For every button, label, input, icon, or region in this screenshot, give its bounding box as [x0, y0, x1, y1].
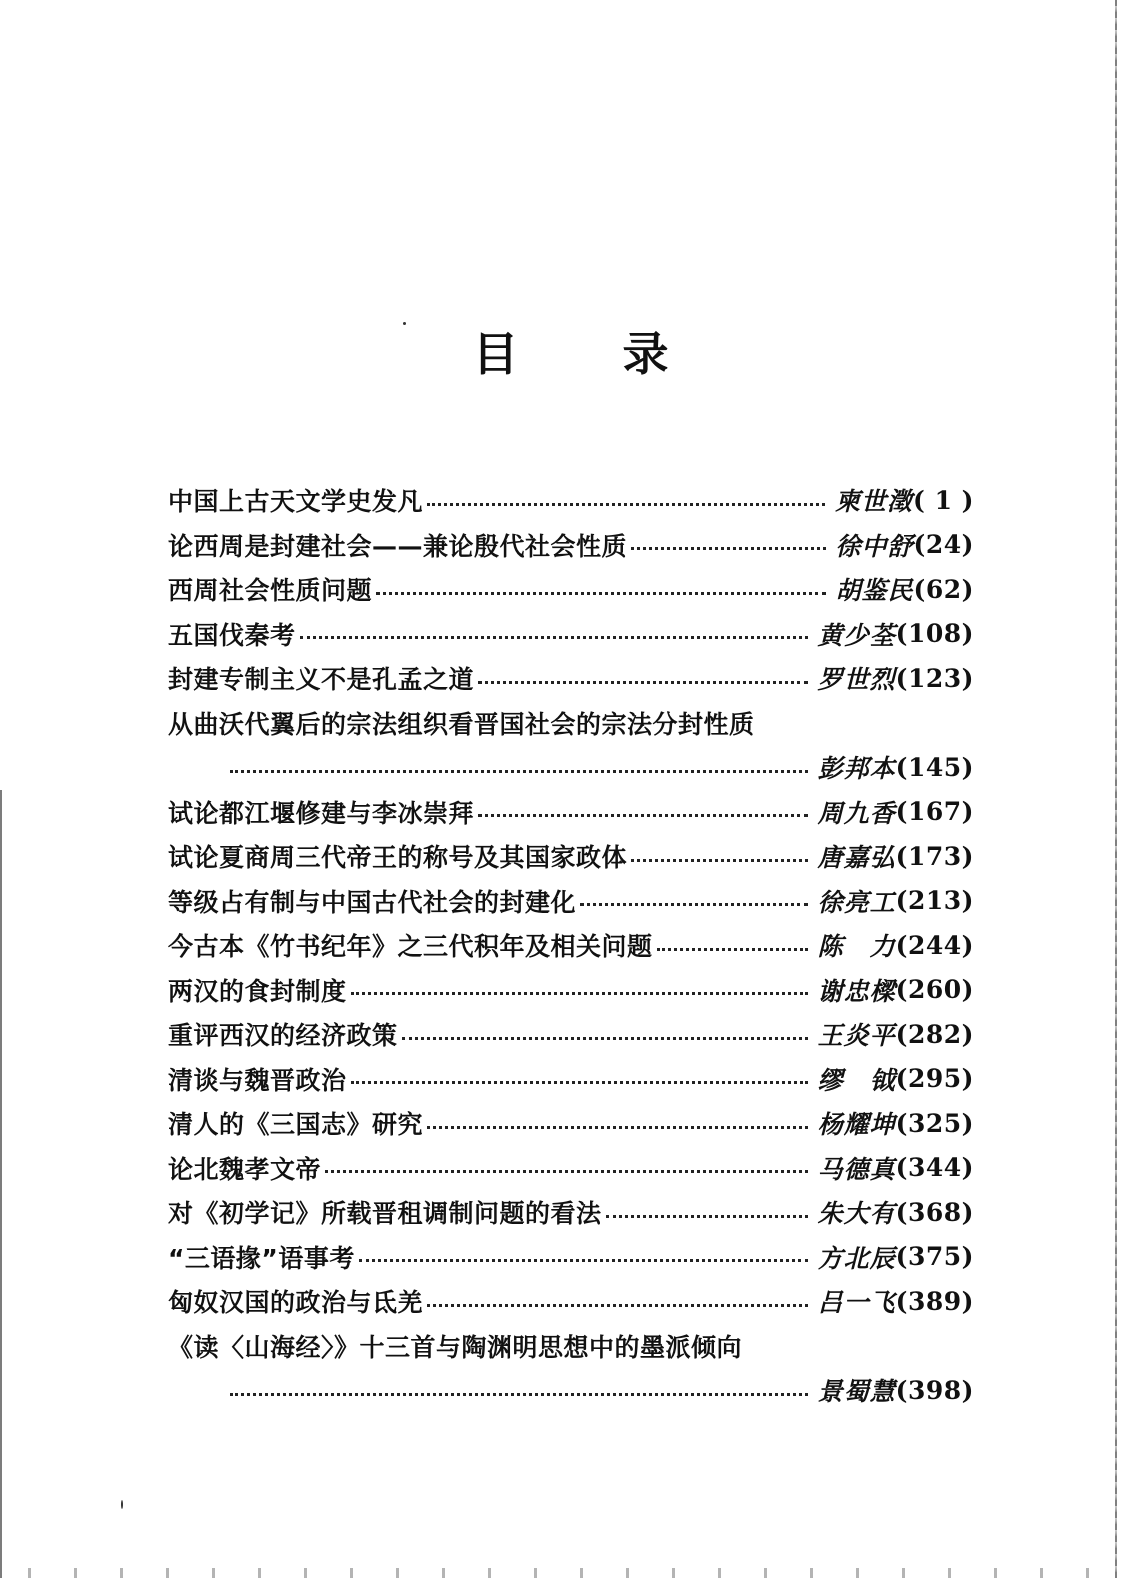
toc-entry-title: 五国伐秦考 [168, 620, 296, 650]
toc-leader-dots [478, 814, 808, 817]
toc-entry-author: 王炎平 [817, 1021, 896, 1051]
toc-entry-page: (167) [895, 797, 974, 827]
toc-entry [168, 1057, 974, 1102]
toc-entry-page: (62) [913, 574, 974, 604]
toc-entry-author: 黄少荃 [817, 620, 896, 650]
toc-entry-page: (244) [895, 930, 974, 960]
toc-entry [168, 790, 974, 835]
toc-entry-author: 马德真 [817, 1154, 896, 1184]
toc-entry [168, 612, 974, 657]
toc-entry [168, 879, 974, 924]
toc-entry-page: (368) [895, 1197, 974, 1227]
toc-leader-dots [230, 770, 808, 773]
toc-entry-title: “三语掾”语事考 [168, 1243, 355, 1273]
toc-entry-page: (325) [895, 1108, 974, 1138]
toc-entry-page: ( 1 ) [913, 485, 974, 515]
toc-leader-dots [230, 1393, 808, 1396]
toc-leader-dots [351, 1081, 808, 1084]
toc-entry-title: 清谈与魏晋政治 [168, 1065, 347, 1095]
toc-entry-title: 两汉的食封制度 [168, 976, 347, 1006]
toc-entry [168, 478, 974, 523]
toc-entry-page: (375) [895, 1242, 974, 1272]
toc-entry-page: (24) [913, 530, 974, 560]
toc-entry-author: 罗世烈 [817, 665, 896, 695]
toc-entry-title: 清人的《三国志》研究 [168, 1110, 424, 1140]
toc-leader-dots [427, 1126, 808, 1129]
toc-entry-continuation [168, 1368, 974, 1413]
toc-entry-page: (295) [895, 1064, 974, 1094]
toc-leader-dots [325, 1170, 808, 1173]
toc-entry-title: 中国上古天文学史发凡 [168, 487, 424, 517]
toc-entry-author: 陈 力 [817, 932, 896, 962]
toc-leader-dots [580, 903, 808, 906]
toc-entry [168, 923, 974, 968]
toc-leader-dots [631, 859, 808, 862]
toc-entry-author: 周九香 [817, 798, 896, 828]
toc-entry-author: 杨耀坤 [817, 1110, 896, 1140]
toc-entry-title: 今古本《竹书纪年》之三代积年及相关问题 [168, 932, 653, 962]
toc-entry-title: 论西周是封建社会——兼论殷代社会性质 [168, 531, 628, 561]
toc-entry [168, 656, 974, 701]
toc-entry-title: 试论都江堰修建与李冰崇拜 [168, 798, 475, 828]
toc-entry [168, 1146, 974, 1191]
toc-entry-title: 试论夏商周三代帝王的称号及其国家政体 [168, 843, 628, 873]
toc-entry-page: (145) [895, 752, 974, 782]
scan-speck [121, 1500, 123, 1509]
toc-entry-page: (213) [895, 886, 974, 916]
toc-entry [168, 968, 974, 1013]
toc-entry-page: (108) [895, 619, 974, 649]
table-of-contents [168, 478, 974, 1413]
toc-entry [168, 1012, 974, 1057]
toc-leader-dots [359, 1259, 808, 1262]
toc-entry-author: 胡鉴民 [835, 576, 914, 606]
toc-entry-author: 谢忠樑 [817, 976, 896, 1006]
toc-entry-author: 唐嘉弘 [817, 843, 896, 873]
page-edge-left [0, 790, 2, 1578]
toc-leader-dots [657, 948, 808, 951]
toc-entry-title: 等级占有制与中国古代社会的封建化 [168, 887, 577, 917]
toc-entry-author: 徐亮工 [817, 887, 896, 917]
toc-entry-author: 缪 钺 [817, 1065, 896, 1095]
toc-entry-title-line [168, 701, 974, 746]
scan-noise-bottom [0, 1568, 1131, 1578]
toc-entry-title-line [168, 1324, 974, 1369]
page-title-char: 录 [622, 327, 669, 381]
toc-entry-title: 重评西汉的经济政策 [168, 1021, 398, 1051]
toc-entry-continuation [168, 745, 974, 790]
toc-entry [168, 834, 974, 879]
page-title-char: 目 [472, 327, 519, 381]
toc-entry [168, 523, 974, 568]
toc-entry-author: 柬世澂 [835, 487, 914, 517]
toc-entry-title: 封建专制主义不是孔孟之道 [168, 665, 475, 695]
toc-entry-title: 《读〈山海经〉》十三首与陶渊明思想中的墨派倾向 [168, 1332, 743, 1362]
toc-leader-dots [631, 547, 826, 550]
toc-leader-dots [300, 636, 808, 639]
page-edge-right [1115, 0, 1117, 1578]
toc-entry-author: 吕一飞 [817, 1288, 896, 1318]
toc-entry-page: (398) [895, 1375, 974, 1405]
toc-entry-page: (282) [895, 1019, 974, 1049]
toc-entry-author: 方北辰 [817, 1243, 896, 1273]
toc-leader-dots [376, 592, 826, 595]
toc-entry-author: 朱大有 [817, 1199, 896, 1229]
toc-entry [168, 1101, 974, 1146]
toc-leader-dots [427, 1304, 808, 1307]
toc-leader-dots [402, 1037, 808, 1040]
toc-leader-dots [606, 1215, 808, 1218]
toc-entry-author: 徐中舒 [835, 531, 914, 561]
toc-entry-title: 西周社会性质问题 [168, 576, 373, 606]
toc-leader-dots [427, 503, 825, 506]
toc-entry-title: 匈奴汉国的政治与氐羌 [168, 1288, 424, 1318]
toc-entry [168, 1279, 974, 1324]
toc-entry-author: 彭邦本 [817, 754, 896, 784]
toc-entry-title: 论北魏孝文帝 [168, 1154, 322, 1184]
toc-entry-author: 景蜀慧 [817, 1377, 896, 1407]
toc-entry-page: (389) [895, 1286, 974, 1316]
toc-entry-page: (173) [895, 841, 974, 871]
toc-leader-dots [478, 681, 808, 684]
toc-leader-dots [351, 992, 808, 995]
page-title [0, 318, 1131, 384]
toc-entry [168, 1190, 974, 1235]
toc-entry-page: (344) [895, 1153, 974, 1183]
toc-entry [168, 567, 974, 612]
toc-entry-title: 对《初学记》所载晋租调制问题的看法 [168, 1199, 602, 1229]
toc-entry-page: (260) [895, 975, 974, 1005]
toc-entry-title: 从曲沃代翼后的宗法组织看晋国社会的宗法分封性质 [168, 709, 755, 739]
toc-entry [168, 1235, 974, 1280]
toc-entry-page: (123) [895, 663, 974, 693]
